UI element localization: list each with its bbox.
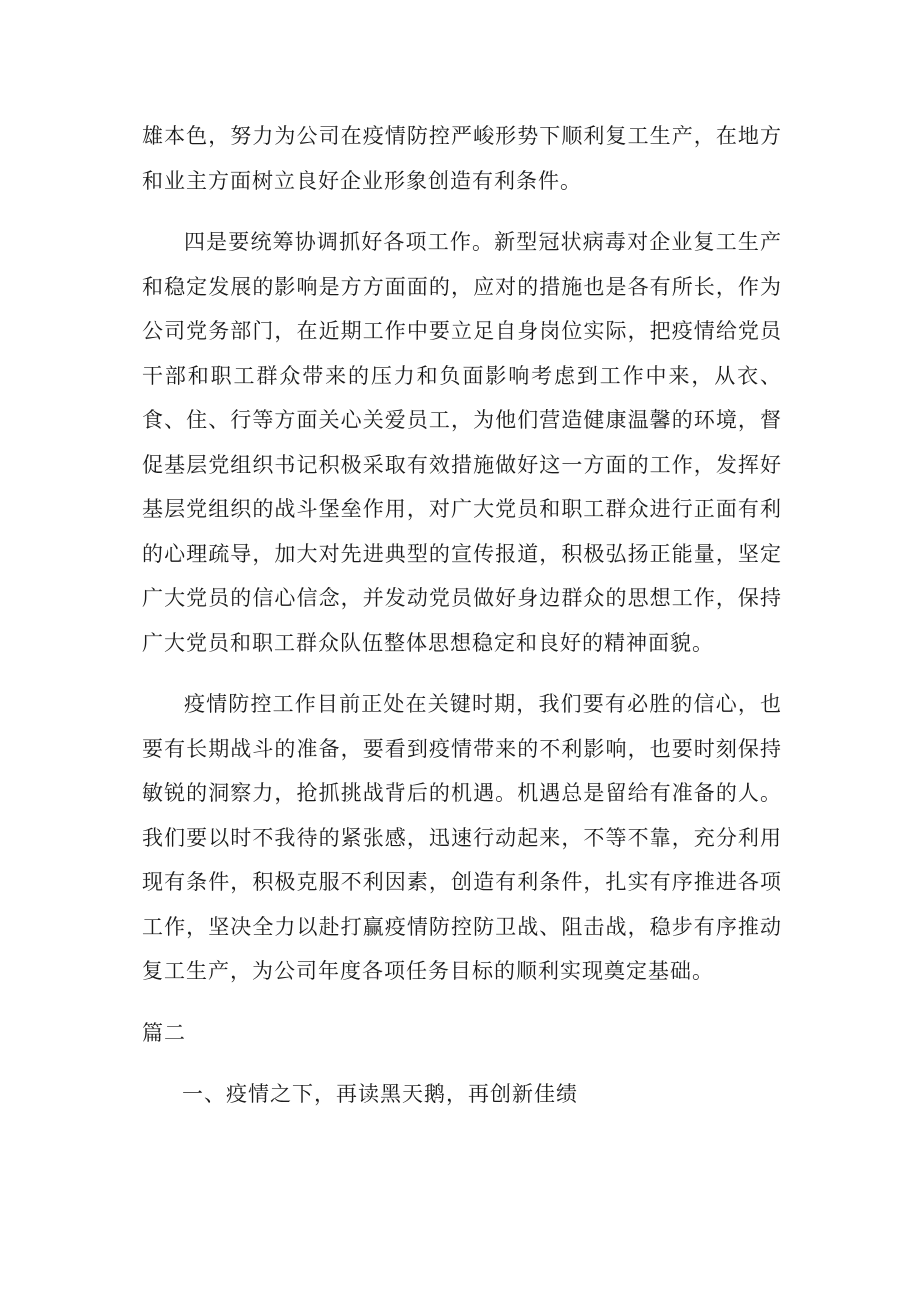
document-body bbox=[142, 114, 782, 1117]
paragraph-critical-period: 疫情防控工作目前正处在关键时期，我们要有必胜的信心，也要有长期战斗的准备，要看到疫情带来的不利影响，也要时刻保持敏锐的洞察力，抢抓挑战背后的机遇。机遇总是留给有准备的人。我们要以时不我待的紧张感，迅速行动起来，不等不靠，充分利用现有条件，积极克服不利因素，创造有利条件，扎实有序推进各项工作，坚决全力以赴打赢疫情防控防卫战、阻击战，稳步有序推动复工生产，为公司年度各项任务目标的顺利实现奠定基础。 bbox=[142, 692, 782, 983]
section-label: 篇二 bbox=[142, 1020, 186, 1045]
paragraph-coordinate-work: 四是要统筹协调抓好各项工作。新型冠状病毒对企业复工生产和稳定发展的影响是方方面面的，应对的措施也是各有所长，作为公司党务部门，在近期工作中要立足自身岗位实际，把疫情给党员干部和职工群众带来的压力和负面影响考虑到工作中来，从衣、食、住、行等方面关心关爱员工，为他们营造健康温馨的环境，督促基层党组织书记积极采取有效措施做好这一方面的工作，发挥好基层党组织的战斗堡垒作用，对广大党员和职工群众进行正面有利的心理疏导，加大对先进典型的宣传报道，积极弘扬正能量，坚定广大党员的信心信念，并发动党员做好身边群众的思想工作，保持广大党员和职工群众队伍整体思想稳定和良好的精神面貌。 bbox=[142, 230, 782, 655]
section-subheading: 一、疫情之下，再读黑天鹅，再创新佳绩 bbox=[182, 1082, 578, 1106]
paragraph-continued: 雄本色，努力为公司在疫情防控严峻形势下顺利复工生产，在地方和业主方面树立良好企业形象创造有利条件。 bbox=[142, 124, 782, 193]
